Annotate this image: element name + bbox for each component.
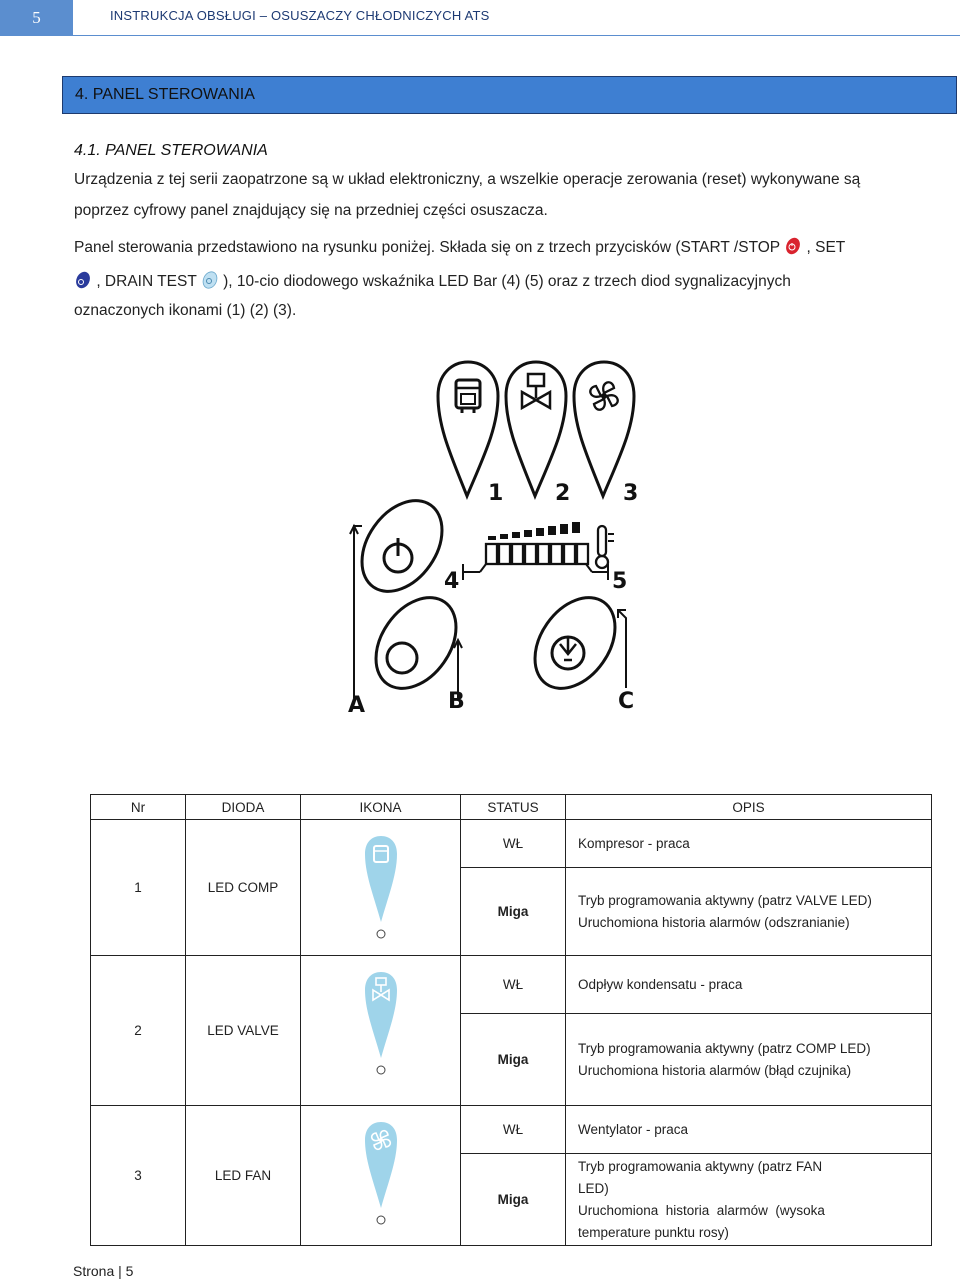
drain-test-button	[518, 583, 631, 704]
page-number-badge: 5	[0, 0, 73, 36]
row-icon-cell	[301, 820, 461, 956]
body-line-4	[74, 269, 791, 291]
header-status: STATUS	[461, 795, 566, 820]
opis-line: Uruchomiona historia alarmów (błąd czujnika)	[578, 1062, 852, 1078]
body-line-5: oznaczonych ikonami (1) (2) (3).	[74, 302, 297, 319]
body-line-3a: Panel sterowania przedstawiono na rysunku poniżej. Składa się on z trzech przycisków (START /STOP	[74, 239, 780, 256]
opis-line: Tryb programowania aktywny (patrz COMP LED)	[578, 1040, 871, 1056]
body-line-1: Urządzenia z tej serii zaopatrzone są w układ elektroniczny, a wszelkie operacje zerowania (reset) wykonywane są	[74, 171, 861, 188]
valve-icon	[522, 374, 550, 408]
label-3: 3	[623, 481, 639, 506]
thermometer-icon	[596, 526, 614, 568]
section-heading: 4. PANEL STEROWANIA	[75, 86, 255, 103]
row-status-on: WŁ	[461, 820, 566, 868]
table-header-row	[91, 795, 932, 820]
table-row	[91, 820, 932, 868]
control-panel-diagram	[340, 358, 650, 718]
row-opis-on: Odpływ kondensatu - praca	[566, 956, 932, 1014]
compressor-icon	[361, 834, 401, 942]
header-divider	[73, 35, 960, 36]
label-4: 4	[444, 569, 460, 594]
body-line-4b: ), 10-cio diodowego wskaźnika LED Bar (4) (5) oraz z trzech diod sygnalizacyjnych	[223, 273, 791, 290]
led-valve-drop	[506, 362, 566, 496]
led-comp-drop	[438, 362, 498, 496]
header-dioda: DIODA	[186, 795, 301, 820]
start-stop-button	[345, 486, 458, 607]
document-title: INSTRUKCJA OBSŁUGI – OSUSZACZY CHŁODNICZYCH ATS	[110, 8, 490, 23]
subsection-heading: 4.1. PANEL STEROWANIA	[74, 142, 268, 159]
body-line-2: poprzez cyfrowy panel znajdujący się na przedniej części osuszacza.	[74, 202, 548, 219]
opis-line: temperature punktu rosy)	[578, 1224, 729, 1240]
row-dioda: LED FAN	[186, 1106, 301, 1246]
start-stop-button-icon	[784, 235, 802, 255]
row-status-on: WŁ	[461, 1106, 566, 1154]
opis-line: Uruchomiona historia alarmów (wysoka	[578, 1202, 825, 1218]
label-5: 5	[612, 569, 628, 594]
opis-line: LED)	[578, 1180, 609, 1196]
row-opis-blink	[566, 1154, 932, 1246]
row-dioda: LED COMP	[186, 820, 301, 956]
footer-page-number: 5	[125, 1263, 134, 1279]
row-status-blink: Miga	[461, 1014, 566, 1106]
row-status-blink: Miga	[461, 1154, 566, 1246]
header-ikona: IKONA	[301, 795, 461, 820]
row-opis-on: Wentylator - praca	[566, 1106, 932, 1154]
body-line-3	[74, 235, 845, 257]
led-bar	[486, 522, 614, 568]
row-nr: 1	[91, 820, 186, 956]
row-dioda: LED VALVE	[186, 956, 301, 1106]
opis-line: Tryb programowania aktywny (patrz FAN	[578, 1158, 823, 1174]
row-nr: 3	[91, 1106, 186, 1246]
led-fan-drop	[574, 362, 634, 496]
body-line-3b: , SET	[806, 239, 846, 256]
row-opis-blink	[566, 1014, 932, 1106]
row-icon-cell	[301, 1106, 461, 1246]
opis-line: Uruchomiona historia alarmów (odszranianie)	[578, 914, 850, 930]
footer-separator: |	[118, 1263, 126, 1279]
set-button-icon	[74, 269, 92, 289]
led-description-table	[90, 794, 932, 1246]
label-c: C	[618, 689, 635, 714]
row-status-on: WŁ	[461, 956, 566, 1014]
table-row	[91, 1106, 932, 1154]
row-opis-on: Kompresor - praca	[566, 820, 932, 868]
label-2: 2	[555, 481, 571, 506]
row-icon-cell	[301, 956, 461, 1106]
label-a: A	[348, 693, 366, 718]
table-row	[91, 956, 932, 1014]
body-line-4a: , DRAIN TEST	[96, 273, 197, 290]
label-b: B	[448, 689, 465, 714]
row-opis-blink	[566, 868, 932, 956]
opis-line: Tryb programowania aktywny (patrz VALVE LED)	[578, 892, 872, 908]
header-opis: OPIS	[566, 795, 932, 820]
row-status-blink: Miga	[461, 868, 566, 956]
compressor-icon	[456, 380, 480, 413]
valve-icon	[361, 970, 401, 1078]
fan-icon	[361, 1120, 401, 1228]
label-1: 1	[488, 481, 504, 506]
fan-icon	[590, 382, 617, 409]
footer-label: Strona	[73, 1263, 115, 1279]
header-nr: Nr	[91, 795, 186, 820]
section-heading-bar	[62, 76, 957, 114]
row-nr: 2	[91, 956, 186, 1106]
drain-test-button-icon	[201, 269, 219, 289]
page-footer	[73, 1263, 133, 1279]
